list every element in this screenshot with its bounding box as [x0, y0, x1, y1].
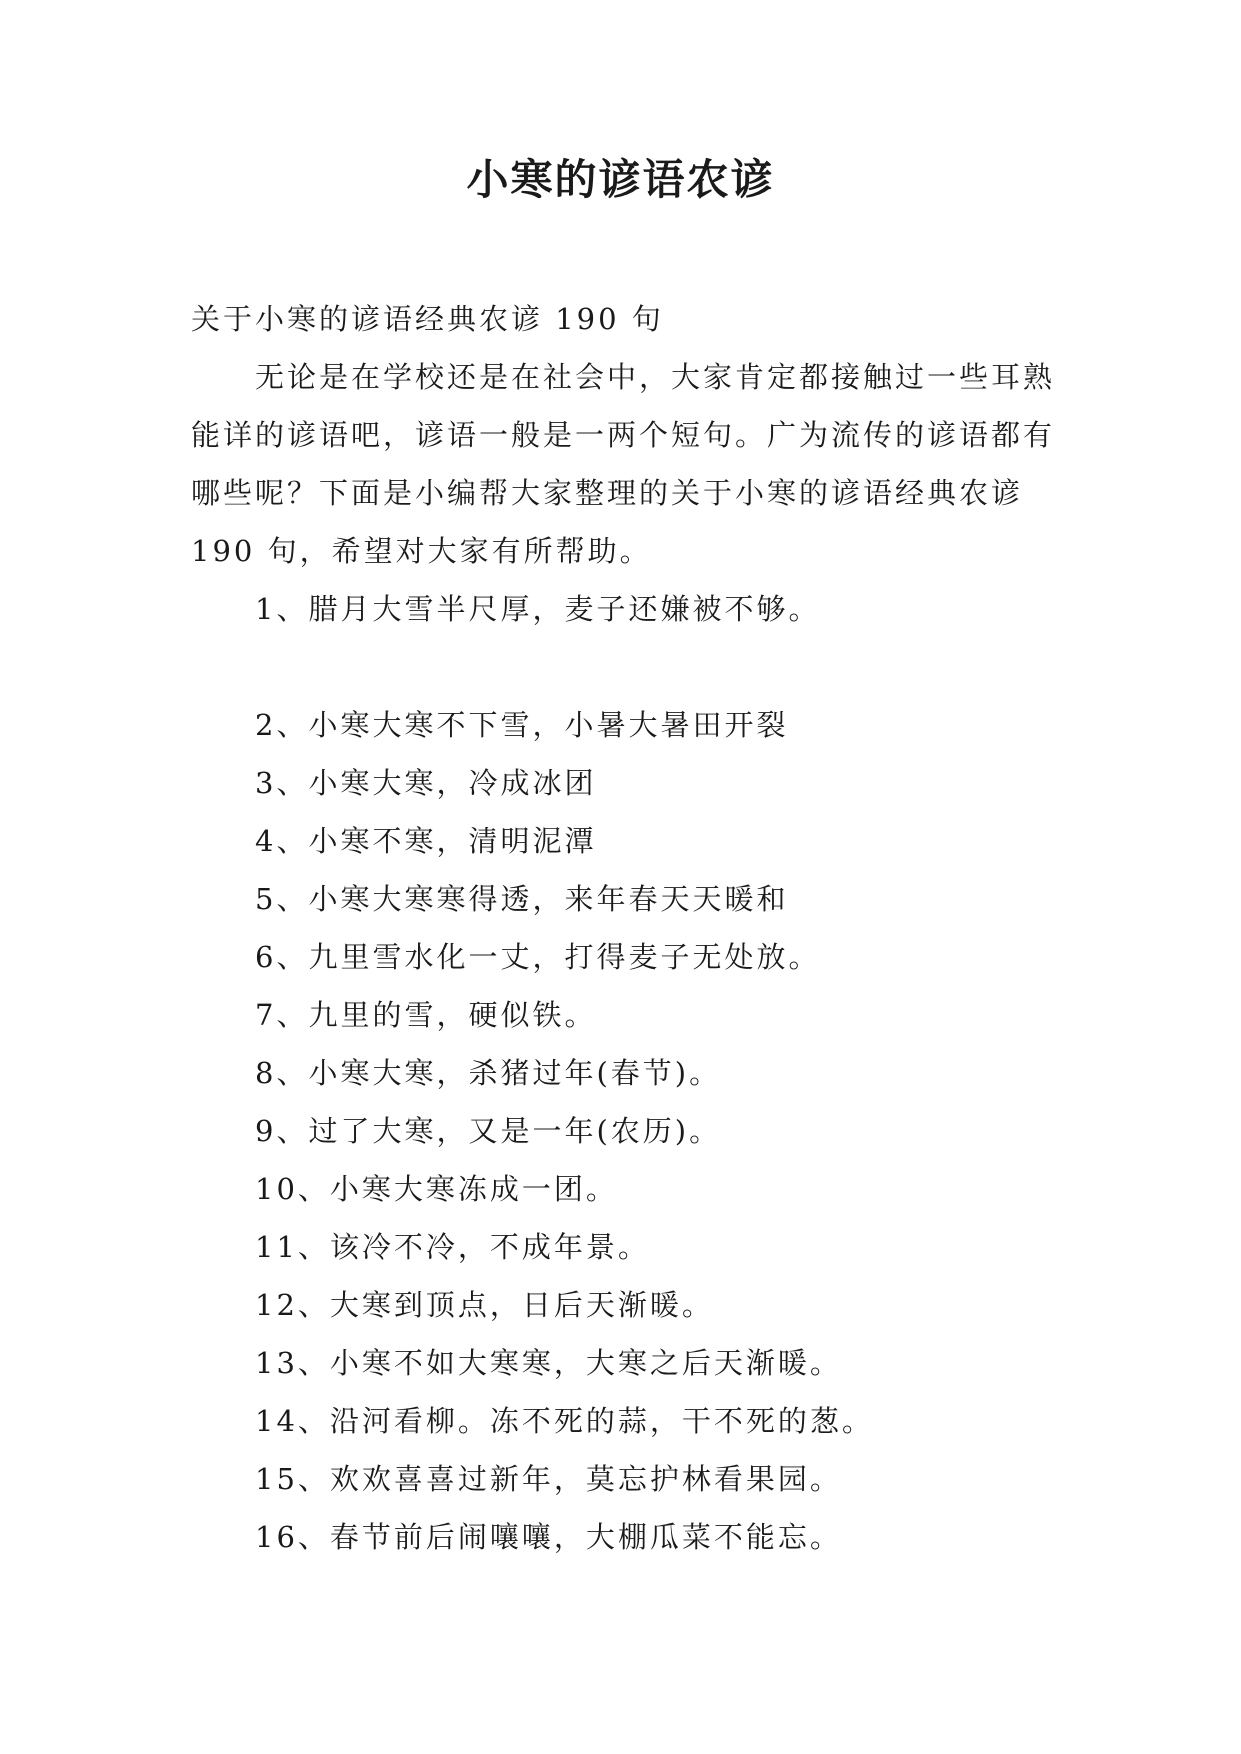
- proverb-item: 10、小寒大寒冻成一团。: [255, 1172, 618, 1206]
- proverb-item: 2、小寒大寒不下雪，小暑大暑田开裂: [255, 708, 789, 742]
- document-title: 小寒的谚语农谚: [466, 155, 775, 204]
- document-body: [191, 290, 1057, 1566]
- proverb-item: 6、九里雪水化一丈，打得麦子无处放。: [255, 940, 821, 974]
- proverb-list: [191, 696, 1057, 1566]
- proverb-item: 15、欢欢喜喜过新年，莫忘护林看果园。: [255, 1462, 842, 1496]
- proverb-item: 3、小寒大寒，冷成冰团: [255, 766, 597, 800]
- proverb-item: 4、小寒不寒，清明泥潭: [255, 824, 597, 858]
- proverb-item: 11、该冷不冷，不成年景。: [255, 1230, 650, 1264]
- blank-line: [191, 638, 1057, 696]
- proverb-item: 14、沿河看柳。冻不死的蒜，干不死的葱。: [255, 1404, 874, 1438]
- proverb-item: 9、过了大寒，又是一年(农历)。: [255, 1114, 722, 1148]
- proverb-item: 13、小寒不如大寒寒，大寒之后天渐暖。: [255, 1346, 842, 1380]
- subtitle-line: 关于小寒的谚语经典农谚 190 句: [191, 302, 664, 336]
- proverb-item: 12、大寒到顶点，日后天渐暖。: [255, 1288, 714, 1322]
- proverb-item: 5、小寒大寒寒得透，来年春天天暖和: [255, 882, 789, 916]
- proverb-item: 16、春节前后闹嚷嚷，大棚瓜菜不能忘。: [255, 1520, 842, 1554]
- proverb-item: 8、小寒大寒，杀猪过年(春节)。: [255, 1056, 722, 1090]
- intro-paragraph: 无论是在学校还是在社会中，大家肯定都接触过一些耳熟能详的谚语吧，谚语一般是一两个短句。广为流传的谚语都有哪些呢？下面是小编帮大家整理的关于小寒的谚语经典农谚 190 句，希望对大家有所帮助。: [191, 360, 1056, 568]
- proverb-item-1: 1、腊月大雪半尺厚，麦子还嫌被不够。: [255, 592, 821, 626]
- proverb-item: 7、九里的雪，硬似铁。: [255, 998, 597, 1032]
